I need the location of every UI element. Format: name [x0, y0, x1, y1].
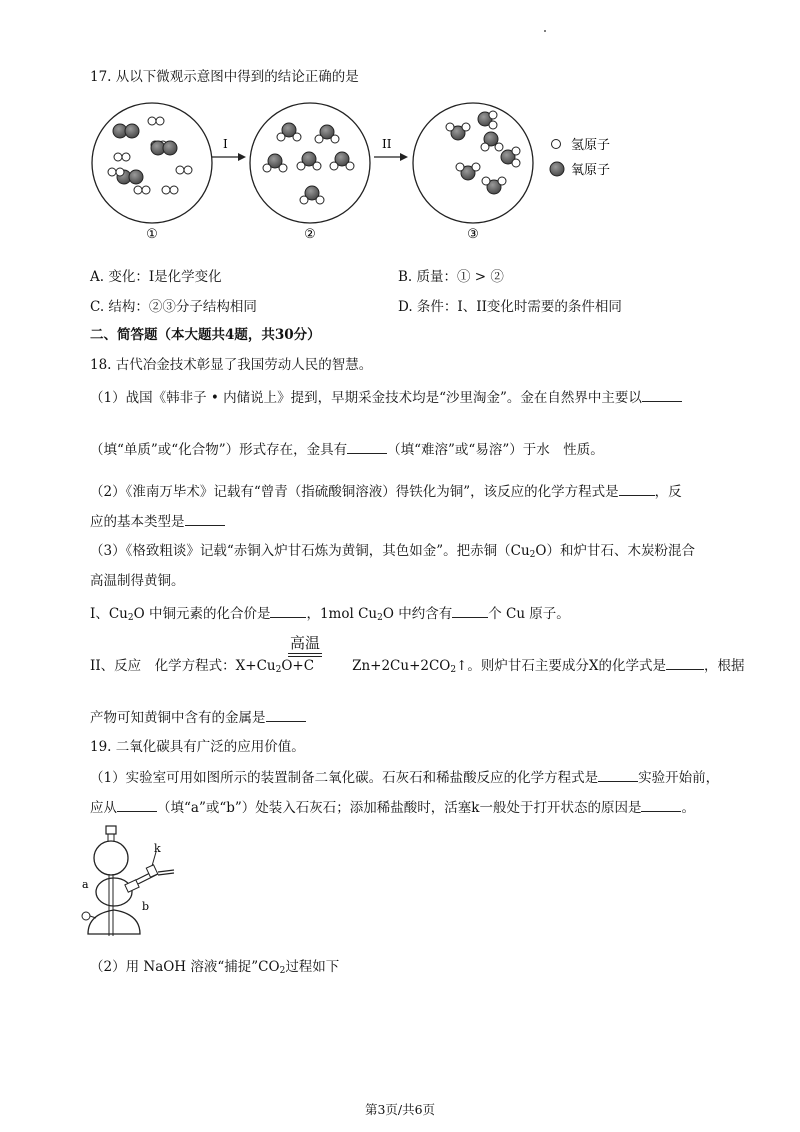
- panel-3-circle: [413, 103, 533, 223]
- q18-i-text-1: I、Cu: [90, 606, 128, 622]
- q18-sub-ii-line2: [90, 708, 306, 727]
- q18-part2-text-a-end: ，反: [654, 484, 682, 500]
- kipp-apparatus-diagram: [78, 822, 188, 942]
- q18-i-text-4: O 中约含有: [382, 606, 453, 622]
- q19-part2-text-end: 过程如下: [285, 959, 340, 975]
- q18-ii-text-4: ↑。则炉甘石主要成分X的化学式是: [456, 658, 667, 674]
- panel-2-label: ②: [304, 227, 316, 242]
- answer-blank-6[interactable]: [452, 604, 488, 618]
- q19-part1-text-a-end: 实验开始前，: [638, 770, 720, 786]
- subscript: 2: [377, 613, 383, 623]
- q18-part1-text-b1: （填“单质”或“化合物”）形式存在，金具有: [90, 442, 348, 458]
- q19-part2-text: （2）用 NaOH 溶液“捕捉”CO: [90, 959, 280, 975]
- answer-blank-11[interactable]: [641, 798, 681, 812]
- q19-part1-text-b1: 应从: [90, 800, 117, 816]
- arrow-2: [374, 153, 408, 161]
- q18-part2-text-a: （2）《淮南万毕术》记载有“曾青（指硫酸铜溶液）得铁化为铜”，该反应的化学方程式是: [90, 484, 619, 500]
- q17-option-b: B. 质量：① > ②: [398, 269, 504, 285]
- panel-1-label: ①: [146, 227, 158, 242]
- micro-diagram: [90, 95, 670, 245]
- q18-stem: 18. 古代冶金技术彰显了我国劳动人民的智慧。: [90, 357, 373, 373]
- q18-ii-text-3: Zn+2Cu+2CO: [352, 658, 451, 674]
- q18-part1-text-b2: （填“难溶”或“易溶”）于水 性质。: [387, 442, 604, 458]
- q18-part1-line1: [90, 388, 682, 407]
- answer-blank-10[interactable]: [117, 798, 157, 812]
- q19-stem: 19. 二氧化碳具有广泛的应用价值。: [90, 739, 305, 755]
- q18-part1-text-a: （1）战国《韩非子 • 内储说上》提到，早期采金技术均是“沙里淘金”。金在自然界中主要以: [90, 390, 642, 406]
- legend-hydrogen-label: 氢原子: [571, 138, 611, 153]
- subscript: 2: [450, 665, 457, 675]
- arrow-2-label: II: [382, 137, 392, 151]
- page-dot: [544, 30, 546, 32]
- q18-part2-text-b: 应的基本类型是: [90, 514, 185, 530]
- answer-blank-4[interactable]: [185, 512, 225, 526]
- section-heading: 二、简答题（本大题共4题，共30分）: [90, 327, 321, 343]
- q17-option-a: A. 变化：I是化学变化: [90, 269, 222, 285]
- answer-blank-8[interactable]: [266, 708, 306, 722]
- hydrogen-legend-icon: [552, 140, 561, 149]
- panel-3-label: ③: [467, 227, 479, 242]
- q18-part3-line2: 高温制得黄铜。: [90, 573, 185, 589]
- q18-sub-i: [90, 604, 570, 627]
- q17-option-c: C. 结构：②③分子结构相同: [90, 299, 257, 315]
- q19-part1-text-b2: （填“a”或“b”）处装入石灰石；添加稀盐酸时，活塞k一般处于打开状态的原因是: [157, 800, 642, 816]
- reaction-condition: 高温: [290, 634, 321, 652]
- q18-part3-line1: [90, 542, 695, 564]
- q18-part1-line2: [90, 440, 604, 459]
- q18-ii-text-2: O+C: [281, 658, 315, 674]
- q17-option-d: D. 条件：I、II变化时需要的条件相同: [398, 299, 622, 315]
- label-k: k: [154, 842, 161, 855]
- q18-i-text-2: O 中铜元素的化合价是: [133, 606, 271, 622]
- q19-part1-line2: [90, 798, 695, 817]
- subscript: 2: [275, 665, 282, 675]
- q18-part2-line1: [90, 482, 682, 501]
- legend-oxygen-label: 氧原子: [571, 163, 611, 178]
- q19-part1-line1: [90, 768, 719, 787]
- q18-part2-line2: [90, 512, 225, 531]
- answer-blank-2[interactable]: [347, 440, 387, 454]
- q18-ii-text-5: ，根据: [704, 658, 745, 674]
- answer-blank-3[interactable]: [619, 482, 655, 496]
- q18-part3-text-a-end: O）和炉甘石、木炭粉混合: [535, 543, 695, 559]
- condition-line-top: [288, 653, 322, 654]
- q19-part1-text-a: （1）实验室可用如图所示的装置制备二氧化碳。石灰石和稀盐酸反应的化学方程式是: [90, 770, 599, 786]
- answer-blank-1[interactable]: [642, 388, 682, 402]
- page-footer: 第3页/共6页: [364, 1102, 436, 1117]
- answer-blank-7[interactable]: [666, 656, 704, 670]
- q18-ii-text-b: 产物可知黄铜中含有的金属是: [90, 710, 266, 726]
- q18-i-text-3: ，1mol Cu: [306, 606, 378, 622]
- arrow-1-label: I: [223, 137, 228, 151]
- q18-sub-ii: [90, 656, 745, 679]
- q18-ii-text-1: II、反应 化学方程式：X+Cu: [90, 658, 276, 674]
- subscript: 2: [279, 966, 286, 976]
- oxygen-legend-icon: [550, 162, 564, 176]
- q18-i-text-5: 个 Cu 原子。: [488, 606, 570, 622]
- label-b: b: [142, 900, 150, 913]
- answer-blank-9[interactable]: [598, 768, 638, 782]
- panel-2-circle: [250, 103, 370, 223]
- q19-part1-text-b-end: 。: [681, 800, 695, 816]
- subscript: 2: [127, 613, 134, 623]
- subscript: 2: [529, 550, 536, 560]
- arrow-1: [212, 153, 246, 161]
- q18-part3-text-a: （3）《格致粗谈》记载“赤铜入炉甘石炼为黄铜，其色如金”。把赤铜（Cu: [90, 543, 530, 559]
- q17-stem: 17. 从以下微观示意图中得到的结论正确的是: [90, 69, 359, 85]
- q19-part2: [90, 958, 339, 980]
- answer-blank-5[interactable]: [270, 604, 306, 618]
- panel-1-circle: [92, 103, 212, 223]
- label-a: a: [82, 878, 89, 891]
- legend: [550, 140, 564, 177]
